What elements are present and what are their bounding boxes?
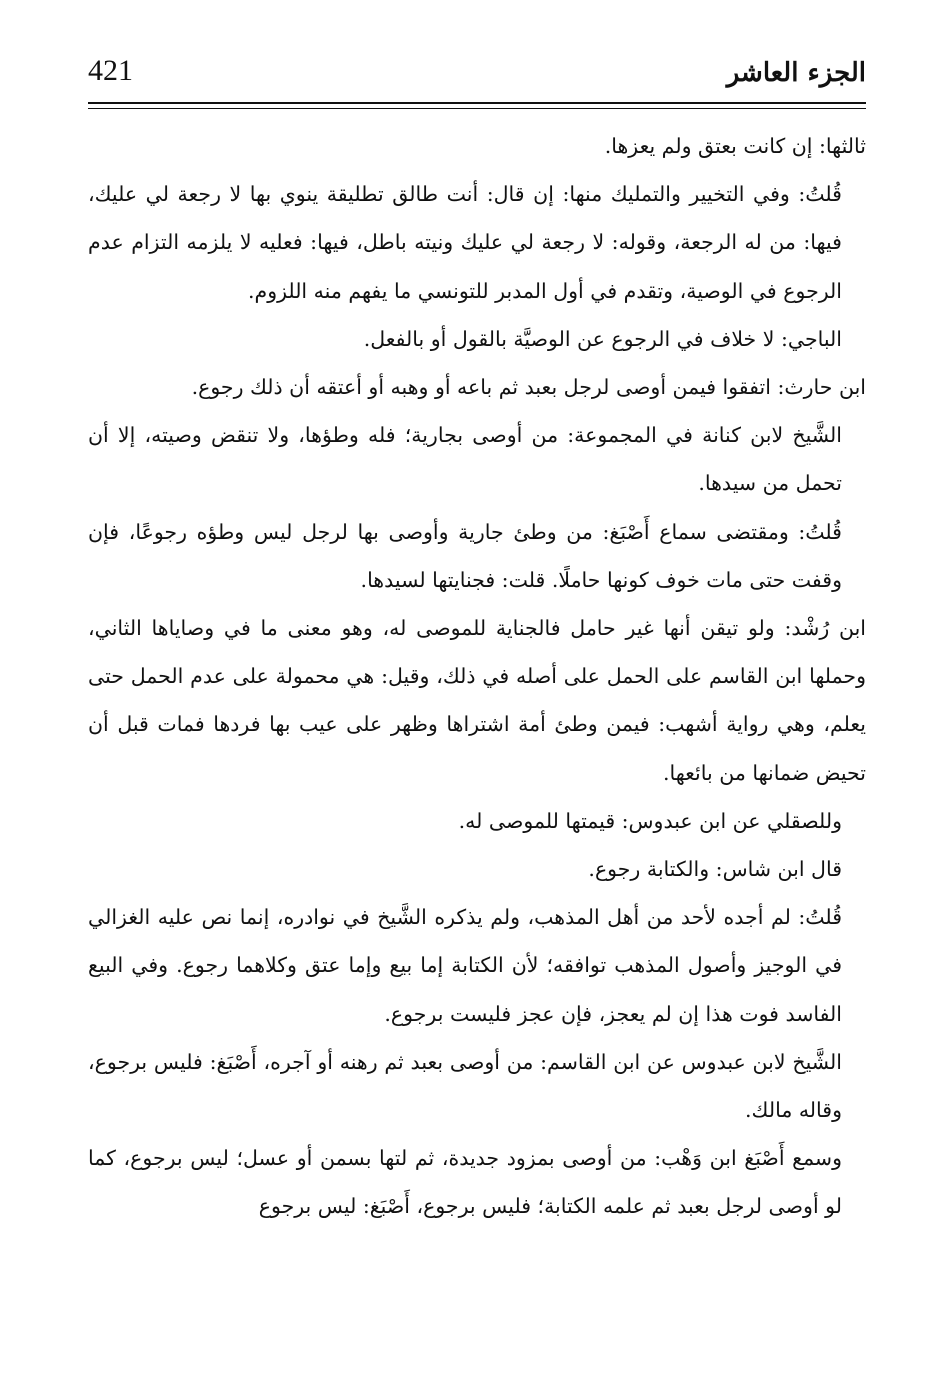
paragraph: قُلتُ: وفي التخيير والتمليك منها: إن قال: أنت طالق تطليقة ينوي بها لا رجعة لي عليك، فيها: من له الرجعة، وقوله: لا رجعة لي عليك ونيته باطل، فيها: فعليه لا يلزمه التزام عدم الرجوع في الوصية، وتقدم في أول المدبر للتونسي ما يفهم منه اللزوم. [88, 182, 842, 303]
paragraph: ابن حارث: اتفقوا فيمن أوصى لرجل بعبد ثم باعه أو وهبه أو أعتقه أن ذلك رجوع. [191, 375, 866, 400]
page-header [88, 50, 866, 102]
paragraph: ثالثها: إن كانت بعتق ولم يعزها. [604, 134, 866, 158]
page-number: 421 [88, 54, 133, 87]
header-rule-thin [88, 108, 866, 109]
paragraph: الباجي: لا خلاف في الرجوع عن الوصيَّة بالقول أو بالفعل. [363, 326, 842, 351]
paragraph: قُلتُ: ومقتضى سماع أَصْبَغ: من وطئ جارية وأوصى بها لرجل ليس وطؤه رجوعًا، فإن وقفت حتى مات خوف كونها حاملًا. قلت: فجنايتها لسيدها. [88, 519, 842, 592]
paragraph: الشَّيخ لابن كنانة في المجموعة: من أوصى بجارية؛ فله وطؤها، ولا تنقض وصيته، إلا أن تحمل من سيدها. [88, 423, 842, 496]
paragraph: ابن رُشْد: ولو تيقن أنها غير حامل فالجناية للموصى له، وهو معنى ما في وصاياها الثاني، وحملها ابن القاسم على الحمل على أصله في ذلك، وقيل: هي محمولة على عدم الحمل حتى يعلم، وهي رواية أشهب: فيمن وطئ أمة اشتراها وظهر على عيب بها فردها فمات قبل أن تحيض ضمانها من بائعها. [88, 616, 866, 785]
paragraph: وسمع أَصْبَغ ابن وَهْب: من أوصى بمزود جديدة، ثم لتها بسمن أو عسل؛ ليس برجوع، كما لو أوصى لرجل بعبد ثم علمه الكتابة؛ فليس برجوع، أَصْبَغ: ليس برجوع [88, 1146, 842, 1219]
running-title: الجزء العاشر [726, 58, 866, 88]
paragraph: قال ابن شاس: والكتابة رجوع. [588, 857, 842, 882]
paragraph: قُلتُ: لم أجده لأحد من أهل المذهب، ولم يذكره الشَّيخ في نوادره، إنما نص عليه الغزالي في الوجيز وأصول المذهب توافقه؛ لأن الكتابة إما بيع وإما عتق وكلاهما رجوع. وفي البيع الفاسد فوت هذا إن لم يعجز، فإن عجز فليست برجوع. [88, 905, 842, 1026]
header-rule [88, 102, 866, 104]
book-page [88, 50, 866, 1370]
body-text [88, 122, 866, 1231]
paragraph: الشَّيخ لابن عبدوس عن ابن القاسم: من أوصى بعبد ثم رهنه أو آجره، أَصْبَغ: فليس برجوع، وقاله مالك. [88, 1049, 842, 1123]
paragraph: وللصقلي عن ابن عبدوس: قيمتها للموصى له. [458, 808, 842, 833]
